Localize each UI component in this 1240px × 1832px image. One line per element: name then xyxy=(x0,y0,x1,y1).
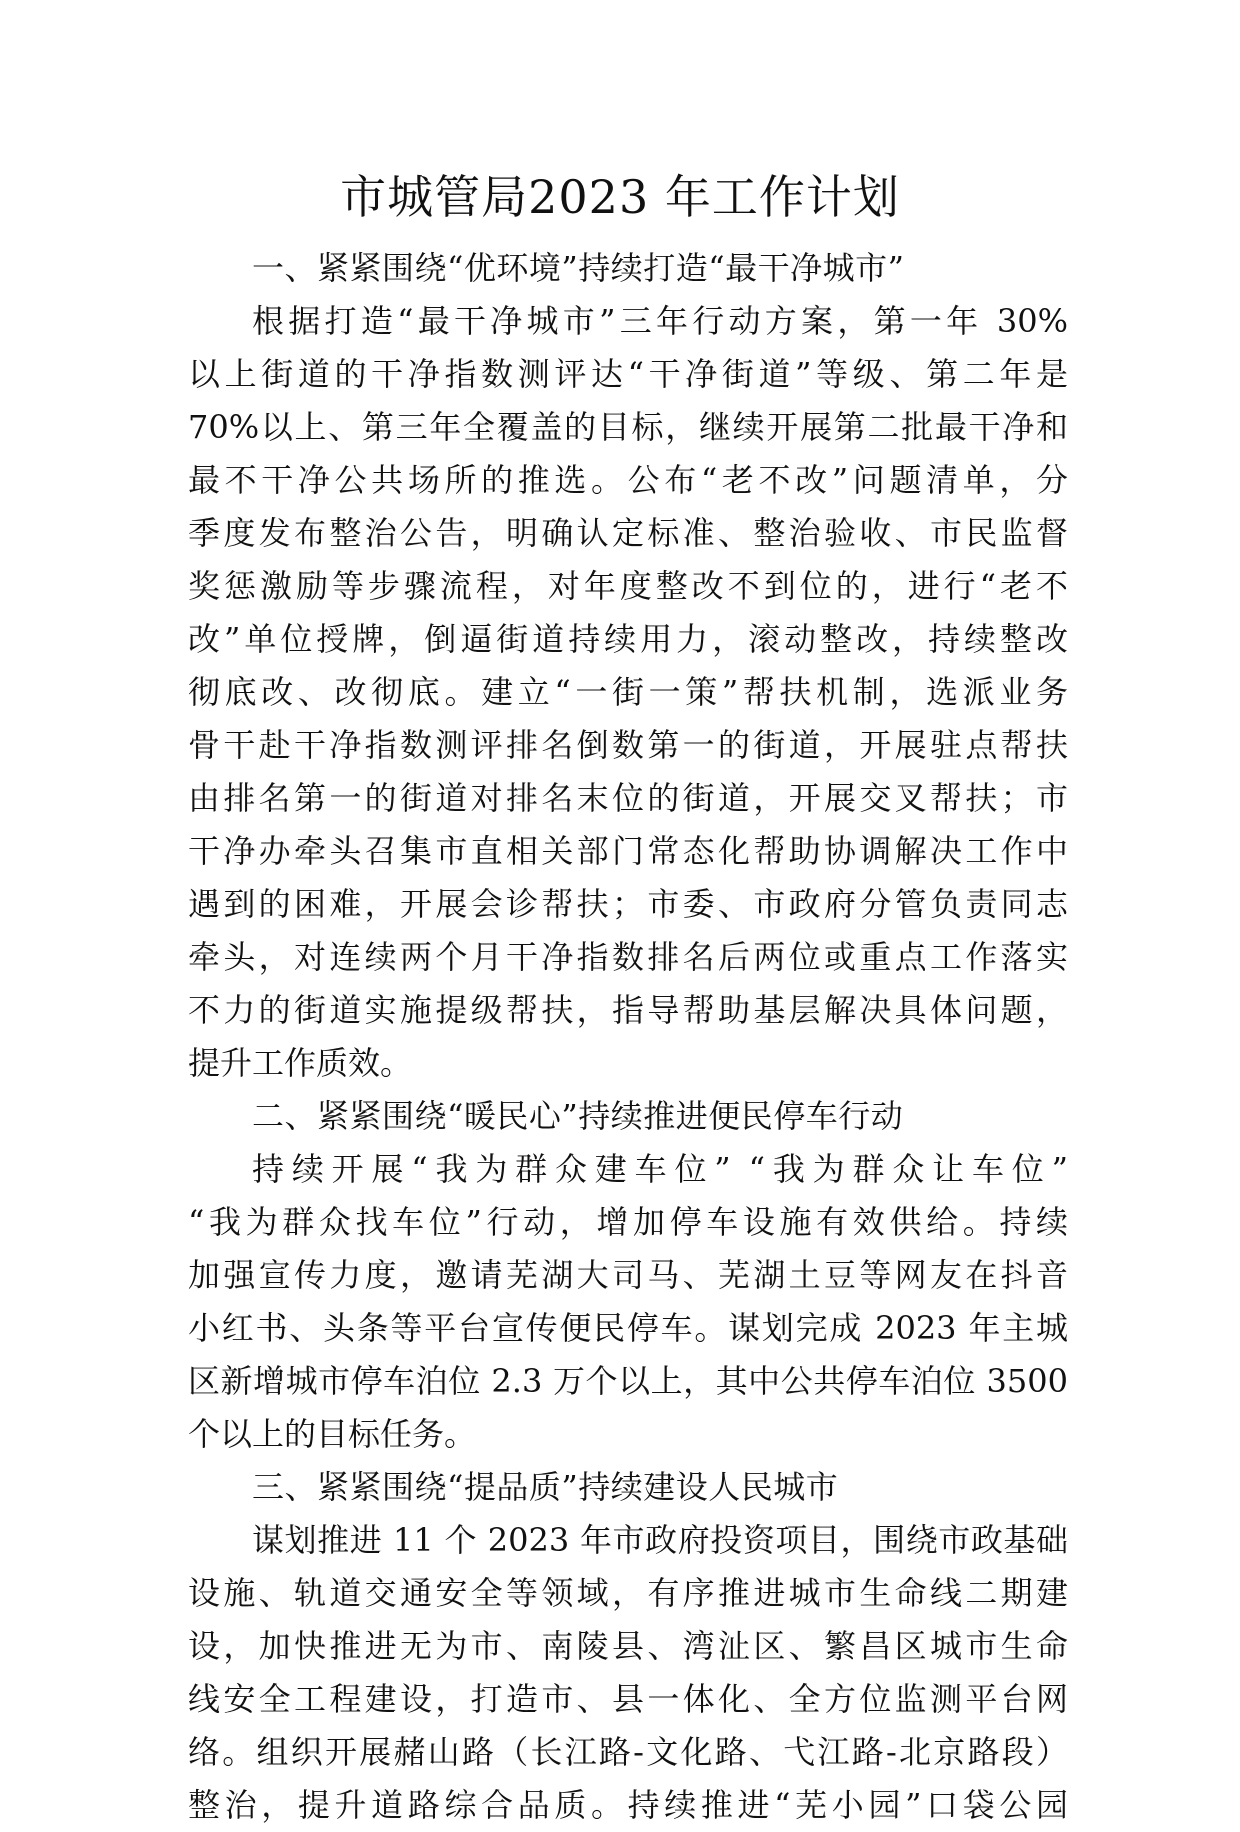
paragraph-line: 彻底改、改彻底。建立“一街一策”帮扶机制，选派业务 xyxy=(188,673,1068,711)
paragraph-line: 络。组织开展赭山路（长江路-文化路、弋江路-北京路段） xyxy=(188,1733,1068,1771)
paragraph-line: 加强宣传力度，邀请芜湖大司马、芜湖土豆等网友在抖音 xyxy=(188,1256,1068,1294)
section-heading: 三、紧紧围绕“提品质”持续建设人民城市 xyxy=(252,1468,839,1506)
paragraph-line: 由排名第一的街道对排名末位的街道，开展交叉帮扶；市 xyxy=(188,779,1068,817)
paragraph-line: 奖惩激励等步骤流程，对年度整改不到位的，进行“老不 xyxy=(188,567,1068,605)
paragraph-line: 小红书、头条等平台宣传便民停车。谋划完成 2023 年主城 xyxy=(188,1309,1068,1347)
document-title: 市城管局2023 年工作计划 xyxy=(340,170,900,224)
paragraph-line: 以上街道的干净指数测评达“干净街道”等级、第二年是 xyxy=(188,355,1068,393)
paragraph-line: 70%以上、第三年全覆盖的目标，继续开展第二批最干净和 xyxy=(188,408,1068,446)
paragraph-line: 骨干赴干净指数测评排名倒数第一的街道，开展驻点帮扶 xyxy=(188,726,1068,764)
document-body xyxy=(188,242,1068,1832)
paragraph-line: 设施、轨道交通安全等领域，有序推进城市生命线二期建 xyxy=(188,1574,1068,1612)
paragraph-line: 区新增城市停车泊位 2.3 万个以上，其中公共停车泊位 3500 xyxy=(188,1362,1068,1400)
section-heading: 二、紧紧围绕“暖民心”持续推进便民停车行动 xyxy=(252,1097,904,1135)
paragraph-line: 线安全工程建设，打造市、县一体化、全方位监测平台网 xyxy=(188,1680,1068,1718)
paragraph-line: 提升工作质效。 xyxy=(188,1044,413,1082)
paragraph-line: 持续开展“我为群众建车位” “我为群众让车位” xyxy=(252,1150,1068,1188)
paragraph-line: 设，加快推进无为市、南陵县、湾沚区、繁昌区城市生命 xyxy=(188,1627,1068,1665)
paragraph-line: 最不干净公共场所的推选。公布“老不改”问题清单，分 xyxy=(188,461,1068,499)
paragraph-line: “我为群众找车位”行动，增加停车设施有效供给。持续 xyxy=(188,1203,1068,1241)
paragraph-line: 谋划推进 11 个 2023 年市政府投资项目，围绕市政基础 xyxy=(252,1521,1068,1559)
paragraph-line: 根据打造“最干净城市”三年行动方案，第一年 30% xyxy=(252,302,1068,340)
paragraph-line: 不力的街道实施提级帮扶，指导帮助基层解决具体问题， xyxy=(188,991,1068,1029)
paragraph-line: 遇到的困难，开展会诊帮扶；市委、市政府分管负责同志 xyxy=(188,885,1068,923)
paragraph-line: 牵头，对连续两个月干净指数排名后两位或重点工作落实 xyxy=(188,938,1068,976)
paragraph-line: 整治，提升道路综合品质。持续推进“芜小园”口袋公园 xyxy=(188,1786,1068,1824)
paragraph-line: 季度发布整治公告，明确认定标准、整治验收、市民监督 xyxy=(188,514,1068,552)
section-heading: 一、紧紧围绕“优环境”持续打造“最干净城市” xyxy=(252,249,905,287)
paragraph-line: 个以上的目标任务。 xyxy=(188,1415,477,1453)
paragraph-line: 改”单位授牌，倒逼街道持续用力，滚动整改，持续整改 xyxy=(188,620,1068,658)
paragraph-line: 干净办牵头召集市直相关部门常态化帮助协调解决工作中 xyxy=(188,832,1068,870)
